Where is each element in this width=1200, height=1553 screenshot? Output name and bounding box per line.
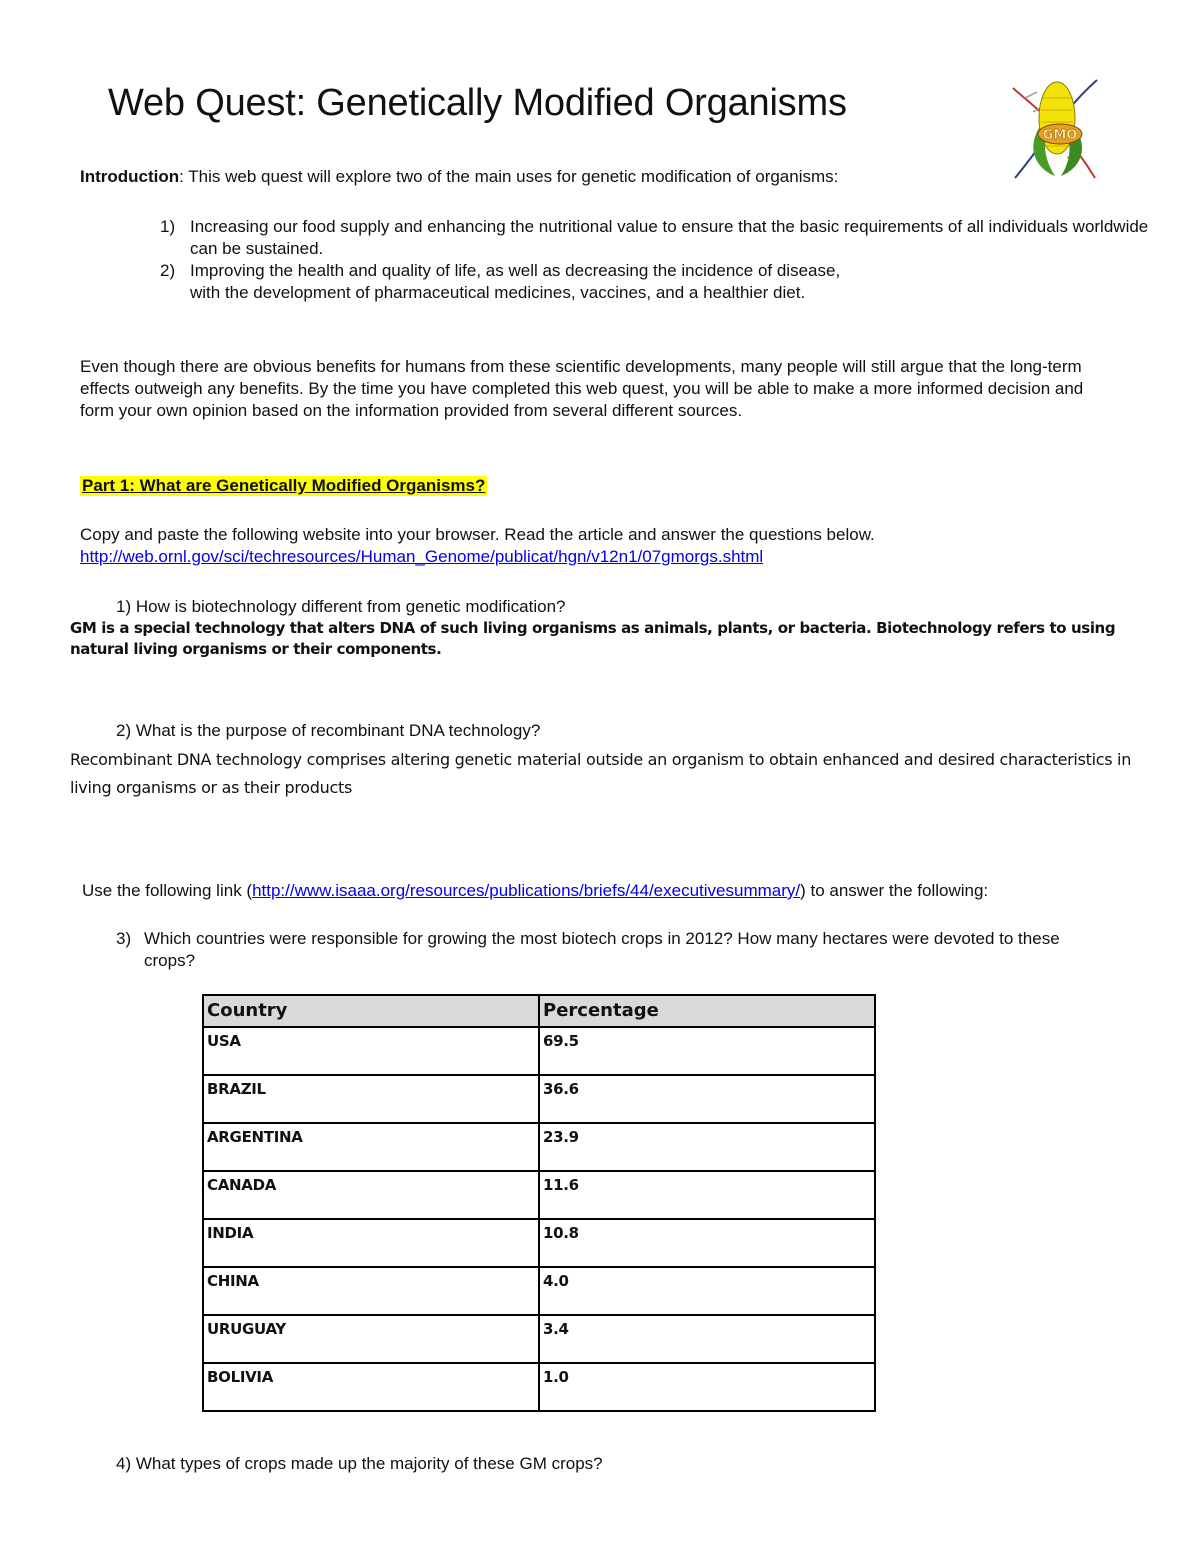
- percentage-cell: 69.5: [539, 1027, 875, 1075]
- country-cell: CHINA: [203, 1267, 539, 1315]
- logo-label: GMO: [1042, 128, 1078, 143]
- percentage-cell: 1.0: [539, 1363, 875, 1411]
- table-row: [203, 1171, 875, 1219]
- percentage-cell: 3.4: [539, 1315, 875, 1363]
- table-row: [203, 1075, 875, 1123]
- answer-1: GM is a special technology that alters DNA of such living organisms as animals, plants, or bacteria. Biotechnology refers to using natural living organisms or their components.: [70, 619, 1116, 658]
- question-2: 2) What is the purpose of recombinant DNA technology?: [116, 721, 541, 740]
- header-country: Country: [203, 995, 539, 1027]
- question-3: [116, 928, 1096, 972]
- crops-table: [202, 994, 876, 1412]
- country-cell: URUGUAY: [203, 1315, 539, 1363]
- country-cell: BOLIVIA: [203, 1363, 539, 1411]
- introduction: [80, 166, 1130, 188]
- list-number: 1): [160, 217, 176, 236]
- question-3-text: Which countries were responsible for growing the most biotech crops in 2012? How many hectares were devoted to these crops?: [144, 929, 1060, 970]
- table-row: [203, 1363, 875, 1411]
- uses-list: [160, 216, 1149, 304]
- list-text: Improving the health and quality of life, as well as decreasing the incidence of disease, with the development of pharmaceutical medicines, vaccines, and a healthier diet.: [190, 261, 841, 302]
- isaaa-link[interactable]: http://www.isaaa.org/resources/publications/briefs/44/executivesummary/: [252, 881, 801, 900]
- table-row: [203, 1267, 875, 1315]
- use-link-prefix: Use the following link (: [82, 881, 253, 900]
- percentage-cell: 23.9: [539, 1123, 875, 1171]
- list-number: 2): [160, 261, 176, 280]
- list-number: 3): [116, 929, 132, 948]
- country-cell: ARGENTINA: [203, 1123, 539, 1171]
- percentage-cell: 36.6: [539, 1075, 875, 1123]
- header-percentage: Percentage: [539, 995, 875, 1027]
- use-link-instruction: [82, 880, 1112, 902]
- part1-instructions: [80, 524, 1120, 568]
- table-header-row: [203, 995, 875, 1027]
- question-4: 4) What types of crops made up the majority of these GM crops?: [116, 1454, 603, 1473]
- intro-text: : This web quest will explore two of the main uses for genetic modification of organisms:: [179, 167, 839, 186]
- use-link-suffix: ) to answer the following:: [800, 881, 989, 900]
- percentage-cell: 10.8: [539, 1219, 875, 1267]
- answer-2: Recombinant DNA technology comprises altering genetic material outside an organism to obtain enhanced and desired characteristics in living organisms or as their products: [70, 750, 1132, 797]
- list-text: Increasing our food supply and enhancing the nutritional value to ensure that the basic requirements of all individuals worldwide can be sustained.: [190, 217, 1149, 258]
- table-row: [203, 1027, 875, 1075]
- percentage-cell: 11.6: [539, 1171, 875, 1219]
- table-row: [203, 1123, 875, 1171]
- country-cell: CANADA: [203, 1171, 539, 1219]
- instruction-text: Copy and paste the following website into your browser. Read the article and answer the questions below.: [80, 525, 875, 544]
- list-item: [116, 928, 1096, 972]
- table-row: [203, 1315, 875, 1363]
- country-cell: USA: [203, 1027, 539, 1075]
- country-cell: INDIA: [203, 1219, 539, 1267]
- percentage-cell: 4.0: [539, 1267, 875, 1315]
- list-item: [160, 216, 1150, 260]
- ornl-link[interactable]: http://web.ornl.gov/sci/techresources/Human_Genome/publicat/hgn/v12n1/07gmorgs.shtml: [80, 547, 764, 566]
- table-row: [203, 1219, 875, 1267]
- intro-label: Introduction: [80, 167, 180, 186]
- country-cell: BRAZIL: [203, 1075, 539, 1123]
- intro-paragraph: Even though there are obvious benefits for humans from these scientific developments, many people will still argue that the long-term effects outweigh any benefits. By the time you have completed this web quest, you will be able to make a more informed decision and form your own opinion based on the information provided from several different sources.: [80, 357, 1084, 420]
- part1-heading: Part 1: What are Genetically Modified Organisms?: [82, 476, 486, 495]
- list-item: [160, 260, 870, 304]
- page-title: Web Quest: Genetically Modified Organisms: [108, 82, 847, 124]
- question-1: 1) How is biotechnology different from genetic modification?: [116, 597, 566, 616]
